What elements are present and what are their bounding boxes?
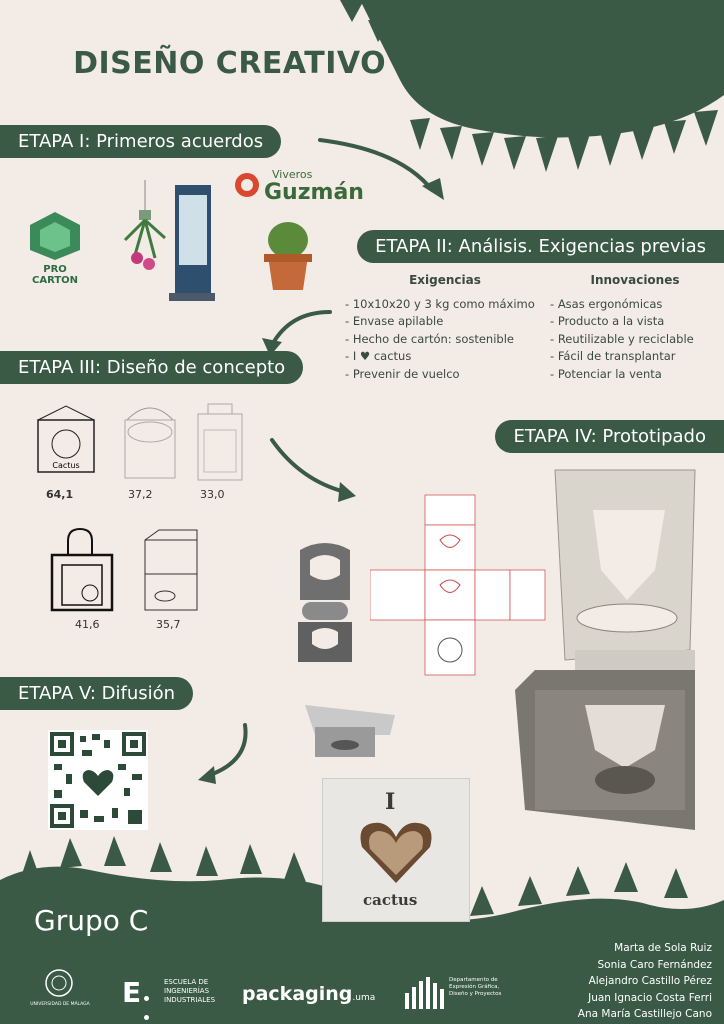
- viveros-big-label: Guzmán: [264, 180, 364, 205]
- cactus-pot-image: [258, 220, 318, 295]
- eii-label: ESCUELA DE INGENIERÍAS INDUSTRIALES: [164, 978, 216, 1004]
- department-logo: [405, 975, 515, 1015]
- exigencia-item: - I ♥ cactus: [345, 349, 412, 363]
- eii-e-icon: E: [122, 976, 142, 1009]
- box-cactus-label: cactus: [363, 891, 418, 909]
- page-title: DISEÑO CREATIVO DE UN ENVASE: [73, 46, 651, 81]
- packaging-suffix: .uma: [352, 993, 376, 1003]
- author: Alejandro Castillo Pérez: [588, 975, 712, 987]
- exigencias-list: [345, 272, 545, 383]
- exigencia-item: - Envase apilable: [345, 314, 444, 328]
- grey-template-image: [290, 540, 360, 670]
- authors-list: [578, 940, 712, 1023]
- stage-1-label: ETAPA I: Primeros acuerdos: [18, 131, 264, 152]
- sketch-text: Cactus: [52, 461, 80, 470]
- department-label: Departamento de Expresión Gráfica, Diseño y Proyectos: [449, 977, 502, 997]
- uma-logo: [30, 968, 90, 1007]
- eii-dots-icon: [144, 986, 158, 992]
- innovacion-item: - Producto a la vista: [550, 314, 665, 328]
- department-bars-icon: [405, 975, 445, 1011]
- box-i-label: I: [385, 789, 396, 815]
- author: Marta de Sola Ruiz: [614, 942, 712, 954]
- score-3: 33,0: [200, 488, 225, 501]
- arrow-stage2-to-3: [272, 312, 330, 345]
- rose-icon: [232, 170, 262, 200]
- stage-4-label: ETAPA IV: Prototipado: [513, 426, 706, 447]
- handle-prototype-image: [295, 695, 405, 765]
- procarton-logo: [20, 210, 90, 286]
- innovacion-item: - Fácil de transplantar: [550, 349, 676, 363]
- qr-code[interactable]: [48, 730, 148, 830]
- cardboard-prototype-photo: [515, 450, 715, 840]
- packaging-logo: [242, 983, 375, 1005]
- product-box-photo: [165, 185, 215, 305]
- author: Juan Ignacio Costa Ferri: [588, 991, 712, 1004]
- score-1: 64,1: [46, 488, 74, 501]
- procarton-label: PRO CARTON: [31, 264, 79, 286]
- stage-2-label: ETAPA II: Análisis. Exigencias previas: [375, 236, 706, 257]
- stage-3-label: ETAPA III: Diseño de concepto: [18, 357, 286, 378]
- arrow-stage4-to-5: [210, 725, 246, 775]
- innovaciones-title: Innovaciones: [590, 273, 680, 287]
- innovacion-item: - Reutilizable y reciclable: [550, 331, 694, 346]
- innovaciones-list: [550, 272, 720, 383]
- author: Ana María Castillejo Cano: [577, 1008, 712, 1020]
- viveros-small-label: Viveros: [272, 168, 313, 181]
- stage-5-label: ETAPA V: Difusión: [18, 683, 176, 704]
- concept-sketch-2: [115, 402, 185, 482]
- score-4: 41,6: [75, 618, 100, 631]
- exigencia-item: - Hecho de cartón: sostenible: [345, 331, 514, 346]
- author: Sonia Caro Fernández: [597, 958, 712, 971]
- innovacion-item: - Potenciar la venta: [550, 366, 662, 381]
- concept-sketch-3: [190, 400, 250, 485]
- concept-sketch-5: [135, 528, 205, 613]
- group-label: Grupo C: [34, 904, 149, 937]
- cactus-box-render: [322, 778, 470, 922]
- heart-cutout-icon: [356, 817, 436, 887]
- concept-sketch-4: [40, 525, 120, 615]
- procarton-icon: [20, 210, 90, 260]
- exigencia-item: - Prevenir de vuelco: [345, 366, 460, 381]
- uma-label: UNIVERSIDAD DE MÁLAGA: [30, 1002, 90, 1007]
- innovacion-item: - Asas ergonómicas: [550, 296, 663, 311]
- uma-seal-icon: [44, 968, 74, 998]
- exigencias-title: Exigencias: [409, 273, 481, 287]
- arrow-stage3-to-4: [272, 440, 345, 492]
- score-5: 35,7: [156, 618, 181, 631]
- packaging-label: packaging: [242, 983, 353, 1005]
- score-2: 37,2: [128, 488, 153, 501]
- exigencia-item: - 10x10x20 y 3 kg como máximo: [345, 296, 535, 311]
- eii-logo: [122, 976, 242, 1012]
- concept-sketch-1: [30, 402, 110, 482]
